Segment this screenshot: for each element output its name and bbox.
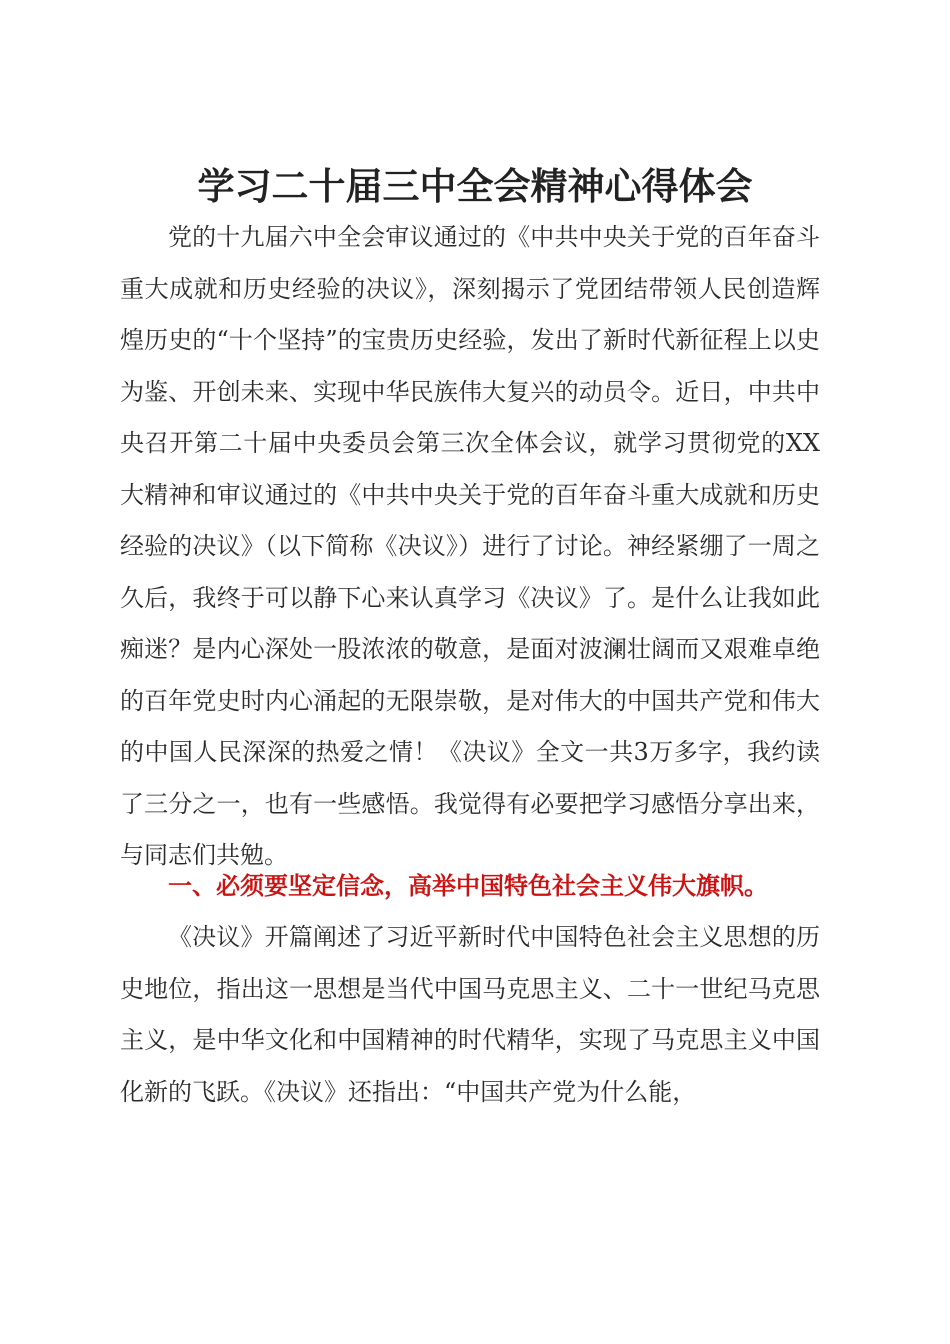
body-paragraph-1: 党的十九届六中全会审议通过的《中共中央关于党的百年奋斗重大成就和历史经验的决议》，深刻揭示了党团结带领人民创造辉煌历史的“十个坚持”的宝贵历史经验，发出了新时代新征程上以史为鉴、开创未来、实现中华民族伟大复兴的动员令。近日，中共中央召开第二十届中央委员会第三次全体会议，就学习贯彻党的XX大精神和审议通过的《中共中央关于党的百年奋斗重大成就和历史经验的决议》（以下简称《决议》）进行了讨论。神经紧绷了一周之久后，我终于可以静下心来认真学习《决议》了。是什么让我如此痴迷？是内心深处一股浓浓的敬意，是面对波澜壮阔而又艰难卓绝的百年党史时内心涌起的无限崇敬，是对伟大的中国共产党和伟大的中国人民深深的热爱之情！《决议》全文一共3万多字，我约读了三分之一，也有一些感悟。我觉得有必要把学习感悟分享出来，与同志们共勉。: [120, 223, 820, 869]
body-paragraph-2: 《决议》开篇阐述了习近平新时代中国特色社会主义思想的历史地位，指出这一思想是当代中国马克思主义、二十一世纪马克思主义，是中华文化和中国精神的时代精华，实现了马克思主义中国化新的飞跃。《决议》还指出：“中国共产党为什么能，: [120, 923, 820, 1106]
section-heading-1: 一、必须要坚定信念，高举中国特色社会主义伟大旗帜。: [168, 872, 768, 900]
document-title: 学习二十届三中全会精神心得体会: [197, 164, 753, 208]
